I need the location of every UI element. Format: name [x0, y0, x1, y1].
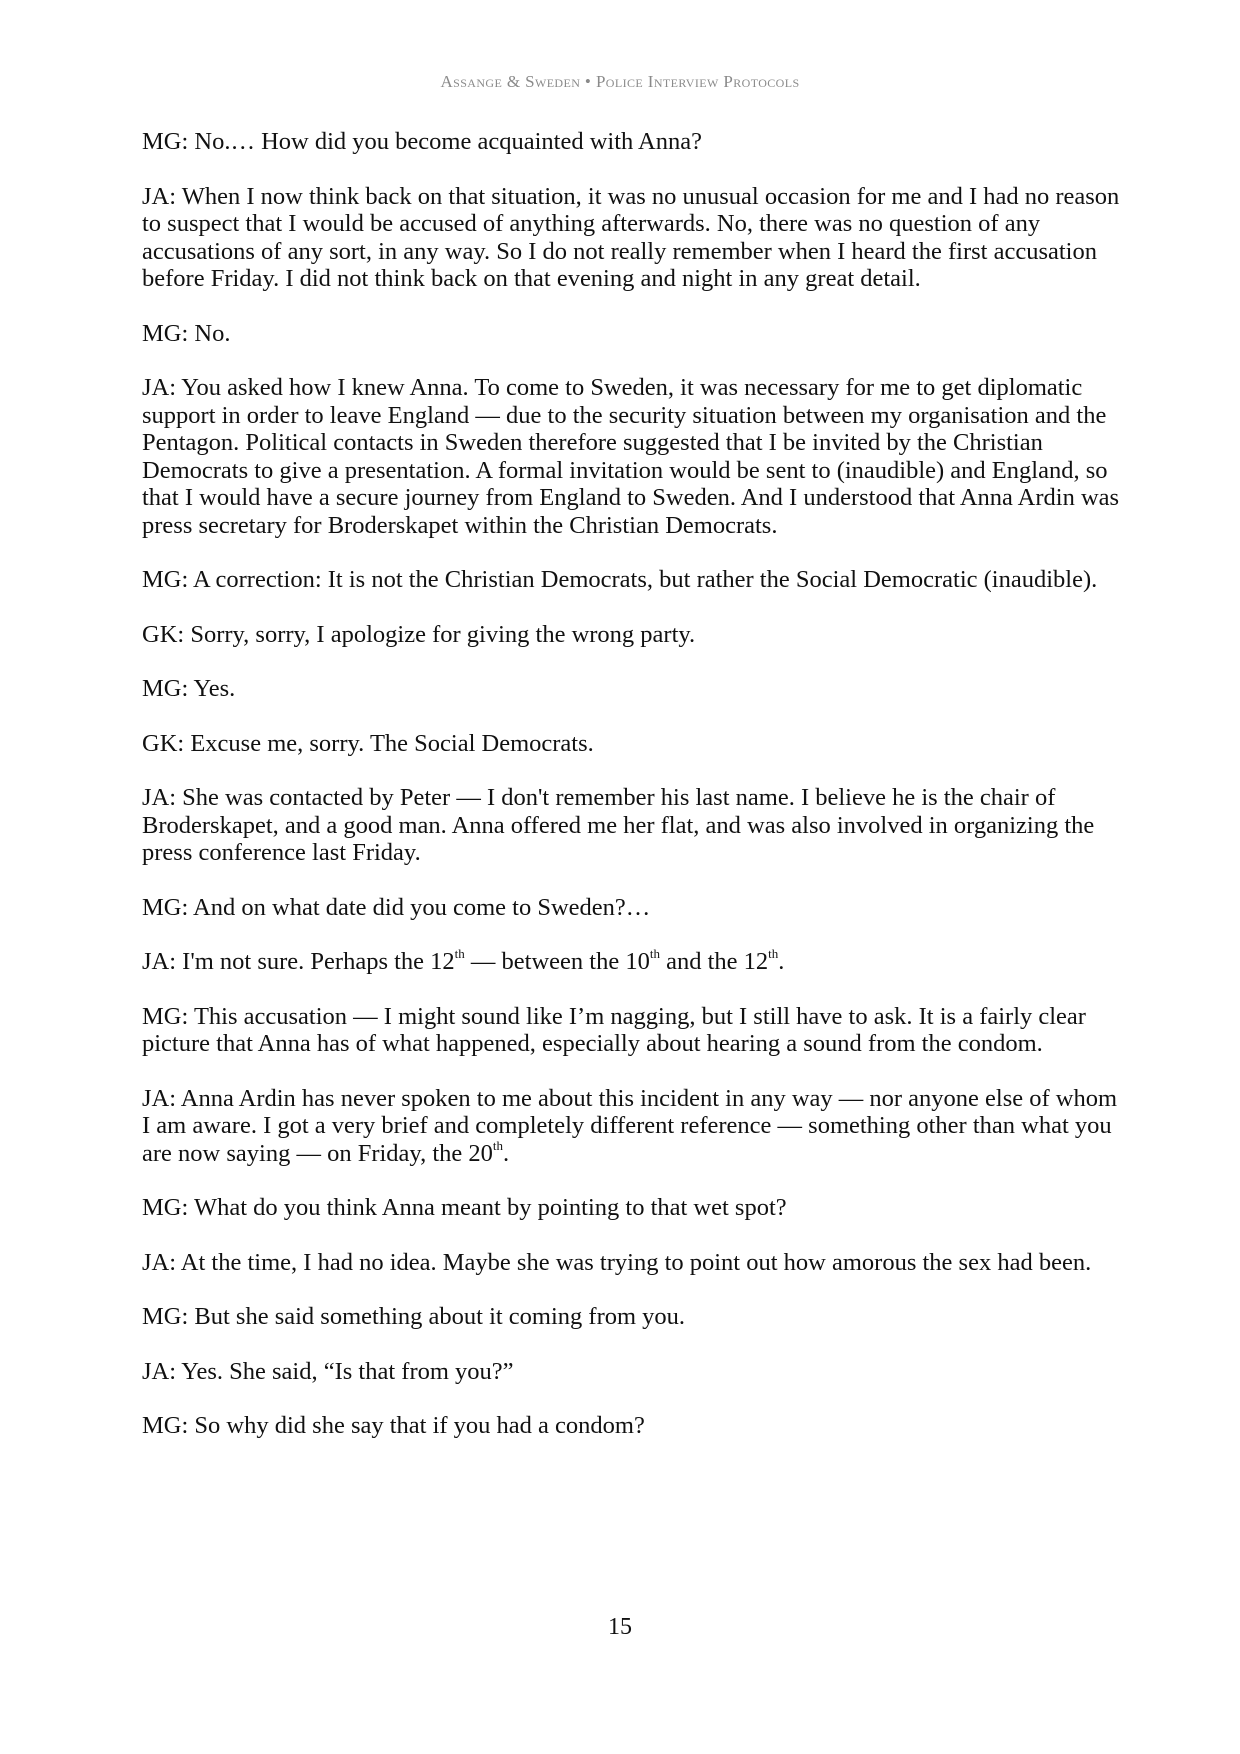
- transcript-paragraph: MG: This accusation — I might sound like I’m nagging, but I still have to ask. It is a fairly clear picture that Anna has of what happened, especially about hearing a sound from the condom.: [142, 1002, 1086, 1057]
- transcript-paragraph: [142, 1085, 1122, 1168]
- transcript-paragraph: JA: She was contacted by Peter — I don't remember his last name. I believe he is the chair of Broderskapet, and a good man. Anna offered me her flat, and was also involved in organizing the press conference last Friday.: [142, 784, 1095, 866]
- paragraph-text: JA: I'm not sure. Perhaps the 12: [142, 948, 455, 975]
- ordinal-superscript: th: [454, 946, 465, 961]
- transcript-paragraph: MG: Yes.: [142, 675, 236, 702]
- ordinal-superscript: th: [492, 1137, 503, 1153]
- transcript-paragraph: MG: What do you think Anna meant by pointing to that wet spot?: [142, 1194, 787, 1221]
- transcript-paragraph: GK: Excuse me, sorry. The Social Democrats.: [142, 729, 594, 757]
- transcript-paragraph: JA: When I now think back on that situation, it was no unusual occasion for me and I had no reason to suspect that I would be accused of anything afterwards. No, there was no question of any accusations of any sort, in any way. So I do not really remember when I heard the first accusation before Friday. I did not think back on that evening and night in any great detail.: [142, 182, 1120, 292]
- ordinal-superscript: th: [649, 946, 660, 961]
- transcript-paragraph: MG: A correction: It is not the Christian Democrats, but rather the Social Democratic (inaudible).: [142, 566, 1098, 593]
- paragraph-text: .: [778, 948, 785, 975]
- paragraph-text: .: [503, 1139, 510, 1167]
- page-number: 15: [608, 1614, 632, 1640]
- transcript-paragraph: [142, 948, 1122, 976]
- transcript-paragraph: MG: No.… How did you become acquainted with Anna?: [142, 128, 702, 155]
- transcript-paragraph: JA: Yes. She said, “Is that from you?”: [142, 1357, 514, 1385]
- transcript-paragraph: GK: Sorry, sorry, I apologize for giving the wrong party.: [142, 620, 696, 648]
- transcript-paragraph: MG: And on what date did you come to Sweden?…: [142, 893, 651, 921]
- ordinal-superscript: th: [768, 946, 779, 961]
- transcript-body: [142, 128, 1122, 1467]
- running-header: Assange & Sweden • Police Interview Protocols: [440, 72, 800, 91]
- transcript-paragraph: JA: You asked how I knew Anna. To come to Sweden, it was necessary for me to get diplomatic support in order to leave England — due to the security situation between my organisation and the Pentagon. Political contacts in Sweden therefore suggested that I be invited by the Christian Democrats to give a presentation. A formal invitation would be sent to (inaudible) and England, so that I would have a secure journey from England to Sweden. And I understood that Anna Ardin was press secretary for Broderskapet within the Christian Democrats.: [142, 374, 1120, 539]
- paragraph-text: JA: Anna Ardin has never spoken to me about this incident in any way — nor anyone else of whom I am aware. I got a very brief and completely different reference — something other than what you are now saying — on Friday, the 20: [142, 1084, 1118, 1167]
- transcript-paragraph: MG: But she said something about it coming from you.: [142, 1303, 686, 1330]
- transcript-paragraph: MG: So why did she say that if you had a condom?: [142, 1412, 645, 1439]
- transcript-paragraph: MG: No.: [142, 319, 231, 347]
- transcript-paragraph: JA: At the time, I had no idea. Maybe she was trying to point out how amorous the sex had been.: [142, 1248, 1092, 1276]
- paragraph-text: and the 12: [659, 948, 769, 975]
- paragraph-text: — between the 10: [464, 948, 650, 975]
